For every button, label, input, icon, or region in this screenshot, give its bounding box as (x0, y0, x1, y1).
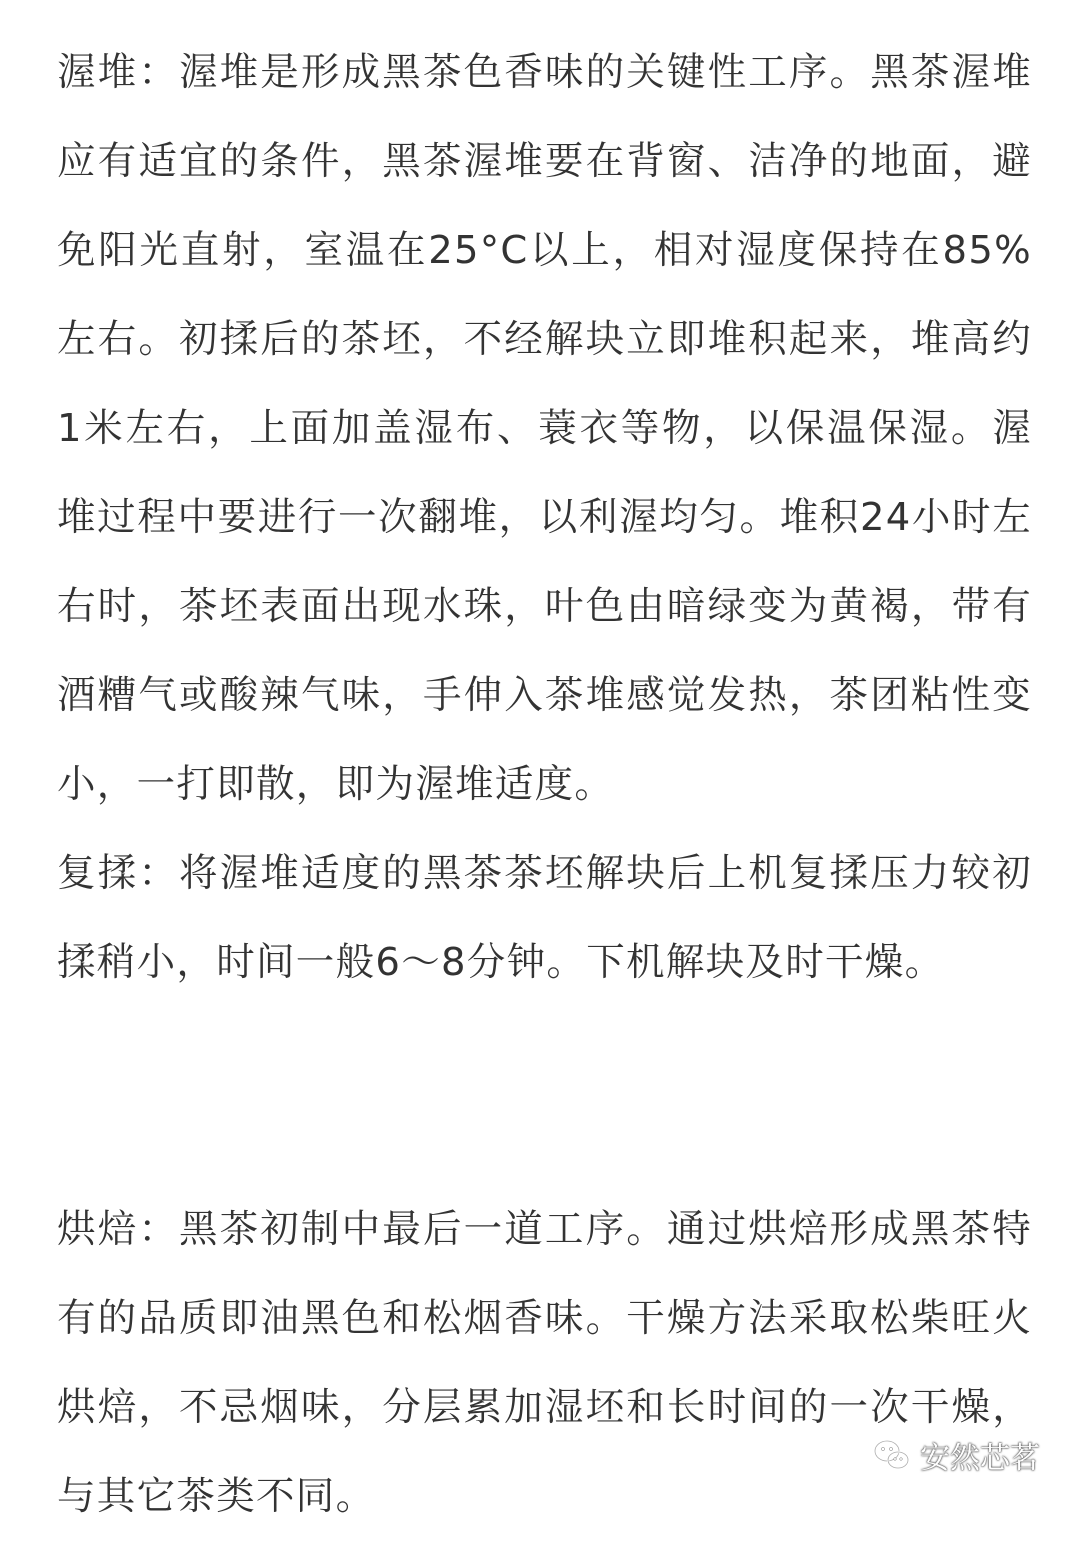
watermark (872, 1433, 1040, 1477)
paragraph-furou: 复揉：将渥堆适度的黑茶茶坯解块后上机复揉压力较初揉稍小，时间一般6～8分钟。下机解块及时干燥。 (57, 851, 1032, 985)
watermark-text: 安然芯茗 (920, 1441, 1040, 1476)
article-body (57, 28, 1032, 1541)
paragraph-hongbei: 烘焙：黑茶初制中最后一道工序。通过烘焙形成黑茶特有的品质即油黑色和松烟香味。干燥方法采取松柴旺火烘焙，不忌烟味，分层累加湿坯和长时间的一次干燥，与其它茶类不同。 (57, 1207, 1032, 1519)
paragraph-spacer (57, 1007, 1032, 1185)
wechat-icon (872, 1438, 912, 1472)
paragraph-wodui: 渥堆：渥堆是形成黑茶色香味的关键性工序。黑茶渥堆应有适宜的条件，黑茶渥堆要在背窗、洁净的地面，避免阳光直射，室温在25°C以上，相对湿度保持在85%左右。初揉后的茶坯，不经解块立即堆积起来，堆高约1米左右，上面加盖湿布、蓑衣等物，以保温保湿。渥堆过程中要进行一次翻堆，以利渥均匀。堆积24小时左右时，茶坯表面出现水珠，叶色由暗绿变为黄褐，带有酒糟气或酸辣气味，手伸入茶堆感觉发热，茶团粘性变小，一打即散，即为渥堆适度。 (57, 50, 1032, 807)
